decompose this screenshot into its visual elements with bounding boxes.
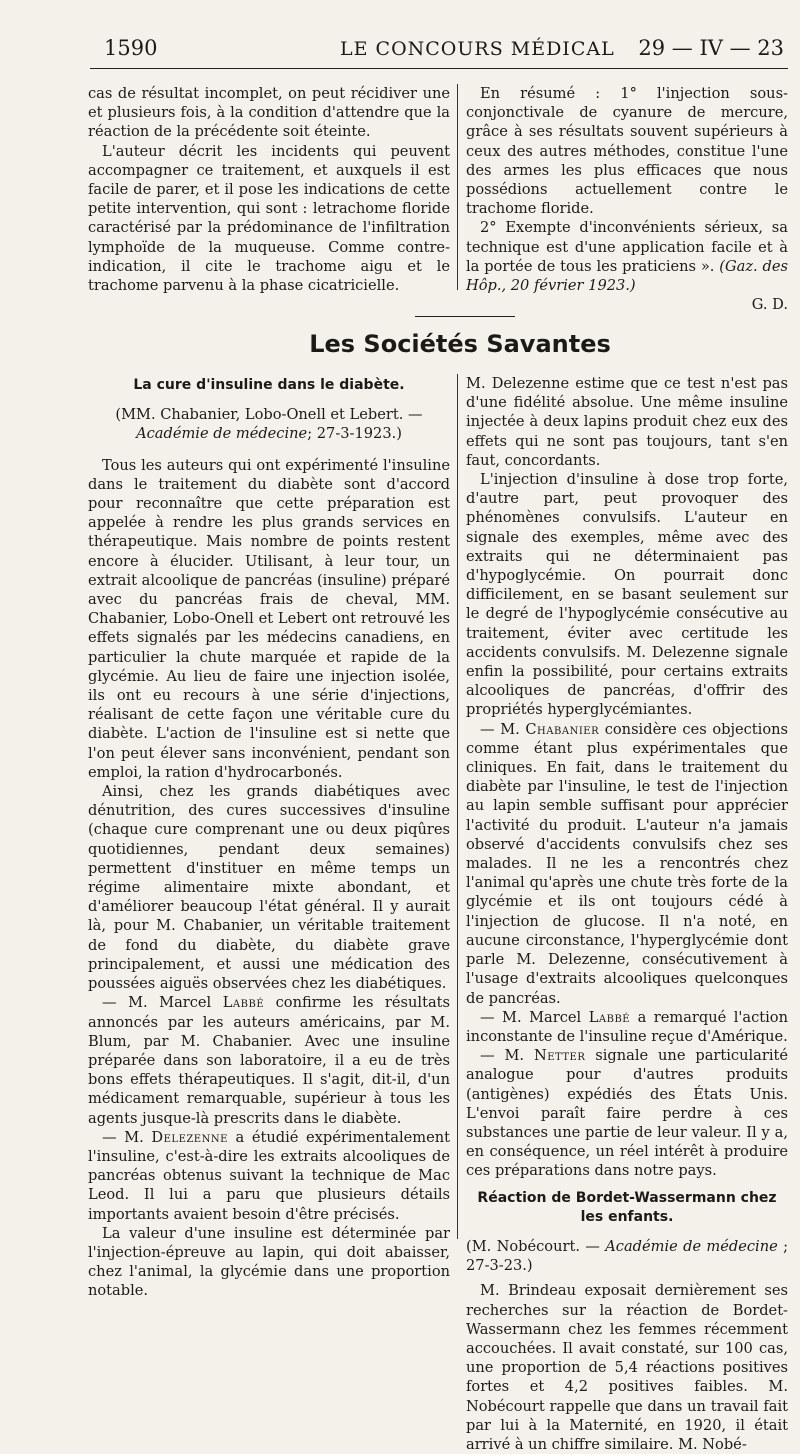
article-title: Réaction de Bordet-Wassermann chez les enfants. [477, 1189, 777, 1225]
page-number: 1590 [104, 36, 158, 60]
journal-title: LE CONCOURS MÉDICAL [340, 38, 615, 60]
citation: (Gaz. des Hôp., 20 février 1923.) [466, 257, 788, 295]
authors-text: (MM. Chabanier, Lobo-Onell et Lebert. — [115, 406, 423, 424]
paragraph: M. Brindeau exposait dernièrement ses recherches sur la réaction de Bordet-Wassermann chez les femmes récemment accouchées. Il avait constaté, sur 100 cas, une proportion de 5,4 réactions positives fortes et 4,2 positives faibles. M. Nobécourt rappelle que dans un travail fait par lui à la Maternité, en 1920, il était arrivé à un chiffre similaire. M. Nobé- [466, 1282, 788, 1453]
top-right-column [466, 84, 788, 314]
article-authors [88, 405, 450, 443]
paragraph: cas de résultat incomplet, on peut récidiver une et plusieurs fois, à la condition d'attendre que la réaction de la précédente soit éteinte. [88, 85, 450, 141]
paragraph: En résumé : 1° l'injection sous-conjonctivale de cyanure de mercure, grâce à ses résultats souvent supérieurs à ceux des autres méthodes, constitue l'une des armes les plus efficaces que nous possédions actuellement contre le trachome floride. [466, 85, 788, 218]
paragraph [466, 1008, 788, 1046]
header-rule [90, 68, 788, 69]
paragraph-text: a étudié expérimentalement l'insuline, c'est-à-dire les extraits alcooliques de pancréas obtenus suivant la technique de Mac Leod. Il lui a paru que plusieurs détails importants avaient besoin d'être précisés. [88, 1128, 450, 1223]
top-left-column [88, 84, 450, 295]
paragraph-text: — M. [102, 1128, 152, 1146]
paragraph-text: — M. Marcel [480, 1008, 589, 1026]
paragraph [466, 720, 788, 1008]
authors-text: (M. Nobécourt. — [466, 1237, 606, 1255]
paragraph-text: signale une particularité analogue pour d'autres produits (antigènes) expédiés des États Unis. L'envoi paraît faire perdre à ces substances une partie de leur valeur. Il y a, en conséquence, un réel intérêt à produire ces préparations dans notre pays. [466, 1047, 788, 1180]
author-name: Chabanier [525, 720, 600, 738]
paragraph-text: confirme les résultats annoncés par les auteurs américains, par M. Blum, par M. Chabanier. Avec une insuline préparée dans son laboratoire, il a eu de très bons effets thérapeutiques. Il s'agit, dit-il, d'un médicament remarquable, supérieur à tous les agents jusque-là prescrits dans le diabète. [88, 994, 450, 1127]
author-name: Labbé [588, 1008, 631, 1026]
date: ; 27-3-23.) [466, 1237, 788, 1275]
spacer [466, 1181, 788, 1187]
left-column [88, 374, 450, 1301]
section-title: Les Sociétés Savantes [309, 330, 611, 358]
date: ; 27-3-1923.) [307, 425, 402, 443]
paragraph [88, 993, 450, 1127]
paragraph-text: — M. [480, 720, 526, 738]
author-name: Netter [533, 1047, 586, 1065]
paragraph: M. Delezenne estime que ce test n'est pas d'une fidélité absolue. Une même insuline injectée à deux lapins produit chez eux des effets qui ne sont pas toujours, tant s'en faut, concordants. [466, 375, 788, 469]
paragraph-text: 2° Exempte d'inconvénients sérieux, sa technique est d'une application facile et à la portée de tous les praticiens ». [466, 219, 788, 275]
paragraph-text: — M. Marcel [102, 994, 223, 1012]
paragraph: L'injection d'insuline à dose trop forte, d'autre part, peut provoquer des phénomènes convulsifs. L'auteur en signale des exemples, même avec des extraits qui ne déterminaient pas d'hypoglycémie. On pourrait donc difficilement, en se basant seulement sur le degré de l'hypoglycémie consécutive au traitement, éviter avec certitude les accidents convulsifs. M. Delezenne signale enfin la possibilité, pour certains extraits alcooliques de pancréas, d'offrir des propriétés hyperglycémiantes. [466, 471, 788, 719]
paragraph: La valeur d'une insuline est déterminée par l'injection-épreuve au lapin, qui doit abaisser, chez l'animal, la glycémie dans une proportion notable. [88, 1224, 450, 1300]
signature: G. D. [751, 296, 788, 314]
column-divider [457, 374, 458, 1239]
paragraph [88, 1128, 450, 1224]
venue: Académie de médecine [605, 1237, 778, 1255]
column-divider [457, 84, 458, 290]
paragraph: Ainsi, chez les grands diabétiques avec dénutrition, des cures successives d'insuline (chaque cure comprenant une ou deux piqûres quotidiennes, pendant deux semaines) permettent d'instituer en même temps un régime alimentaire mixte abondant, et d'améliorer beaucoup l'état général. Il y aurait là, pour M. Chabanier, un véritable traitement de fond du diabète, du diabète grave principalement, et aussi une médication des poussées aiguës observées chez les diabétiques. [88, 783, 450, 993]
page-header [90, 36, 788, 64]
paragraph-text: a remarqué l'action inconstante de l'insuline reçue d'Amérique. [466, 1008, 788, 1045]
venue: Académie de médecine [136, 425, 308, 443]
article-title: La cure d'insuline dans le diabète. [133, 377, 405, 393]
article-authors [466, 1237, 788, 1275]
paragraph-text: — M. [480, 1047, 534, 1065]
section-rule [415, 316, 515, 317]
paragraph [466, 218, 788, 295]
paragraph: Tous les auteurs qui ont expérimenté l'insuline dans le traitement du diabète sont d'accord pour reconnaître que cette préparation est appelée à rendre les plus grands services en thérapeutique. Mais nombre de points restent encore à élucider. Utilisant, à leur tour, un extrait alcoolique de pancréas (insuline) préparé avec du pancréas frais de cheval, MM. Chabanier, Lobo-Onell et Lebert ont retrouvé les effets signalés par les médecins canadiens, en particulier la chute marquée et rapide de la glycémie. Au lieu de faire une injection isolée, ils ont eu recours à une série d'injections, réalisant de cette façon une véritable cure du diabète. L'action de l'insuline est si nette que l'on peut élever sans inconvénient, pendant son emploi, la ration d'hydrocarbonés. [88, 456, 450, 781]
issue-date: 29 — IV — 23 [638, 36, 784, 60]
author-name: Delezenne [151, 1128, 228, 1146]
author-name: Labbé [222, 994, 265, 1012]
paragraph: L'auteur décrit les incidents qui peuvent accompagner ce traitement, et auxquels il est facile de parer, et il pose les indications de cette petite intervention, qui sont : letrachome floride caractérisé par la prédominance de l'infiltration lymphoïde de la muqueuse. Comme contre-indication, il cite le trachome aigu et le trachome parvenu à la phase cicatricielle. [88, 142, 450, 295]
paragraph-text: considère ces objections comme étant plus expérimentales que cliniques. En fait, dans le traitement du diabète par l'insuline, le test de l'injection au lapin semble suffisant pour apprécier l'activité du produit. L'auteur n'a jamais observé d'accidents convulsifs chez ses malades. Il ne les a rencontrés chez l'animal qu'après une chute très forte de la glycémie et ils ont toujours cédé à l'injection de glucose. Il n'a noté, en aucune circonstance, l'hyperglycémie dont parle M. Delezenne, consécutivement à l'usage d'extraits alcooliques quelconques de pancréas. [466, 720, 788, 1007]
paragraph [466, 1046, 788, 1180]
right-column [466, 374, 788, 1454]
